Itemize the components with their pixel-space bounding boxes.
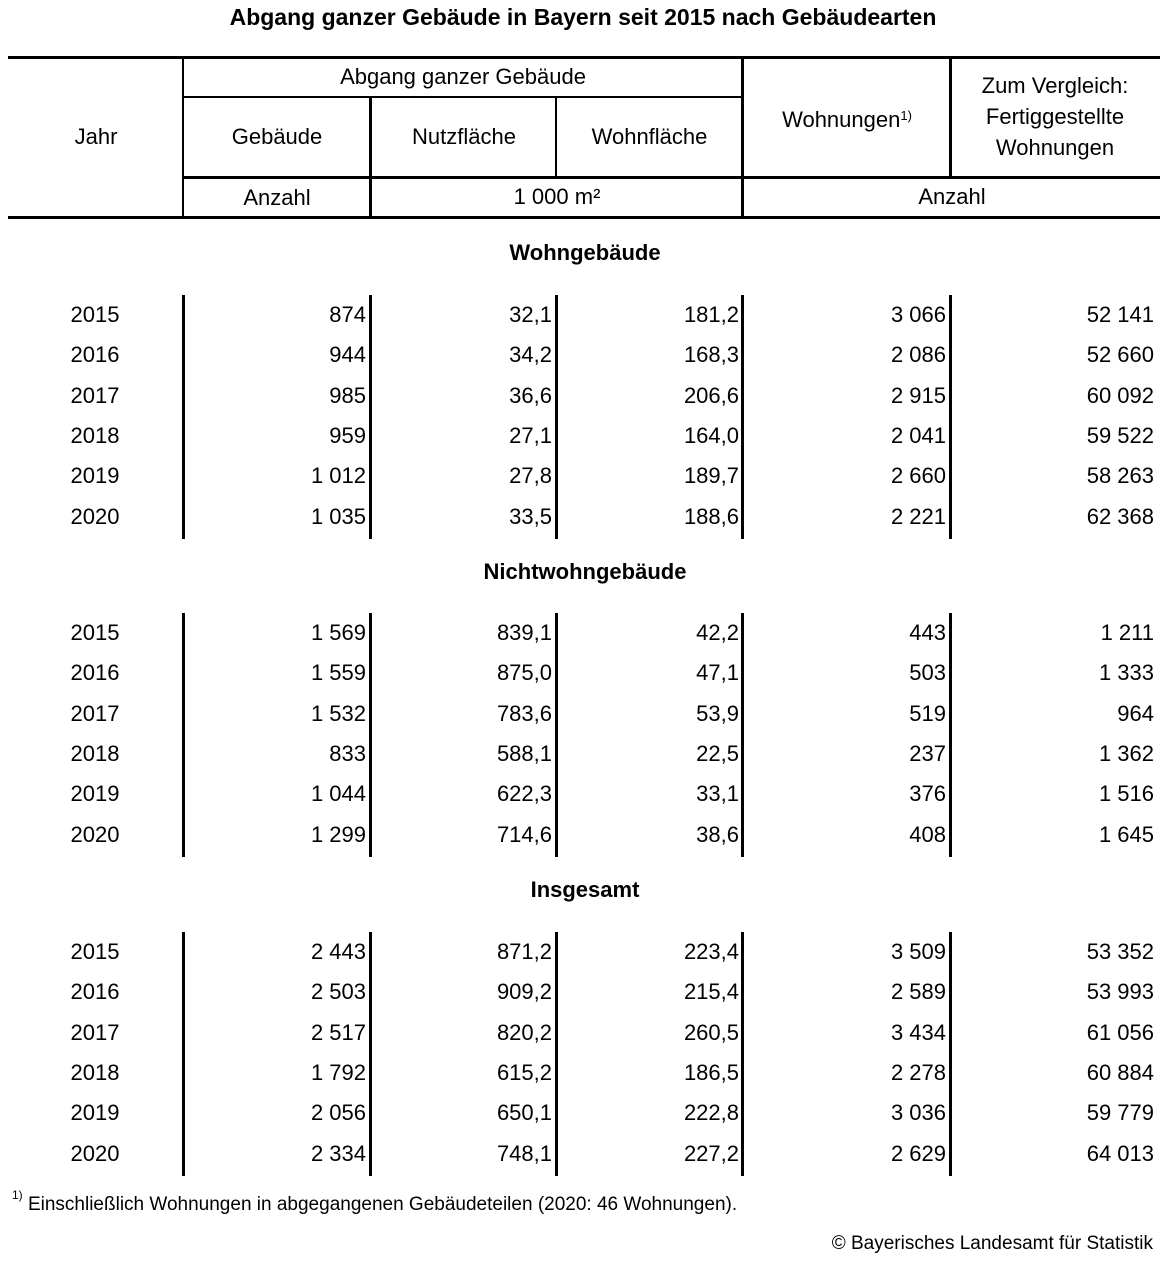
cell-wohnflaeche: 181,2 (683, 302, 739, 327)
cell-fertiggestellt: 60 884 (1086, 1060, 1154, 1085)
header-nutzflaeche: Nutzfläche (412, 124, 516, 149)
cell-year: 2020 (70, 822, 120, 847)
cell-fertiggestellt: 52 660 (1086, 342, 1154, 367)
cell-gebaeude: 1 299 (310, 822, 366, 847)
cell-wohnungen: 2 629 (890, 1141, 946, 1166)
cell-wohnungen: 2 278 (890, 1060, 946, 1085)
copyright-notice: © Bayerisches Landesamt für Statistik (831, 1233, 1153, 1254)
cell-wohnungen: 2 589 (890, 979, 946, 1004)
footnote-mark: 1) (12, 1188, 23, 1202)
table-row (0, 376, 1174, 416)
footnote (12, 1188, 738, 1216)
unit-anzahl: Anzahl (243, 185, 311, 210)
header-top-rule (8, 56, 1160, 59)
section-title: Nichtwohngebäude (483, 559, 687, 584)
cell-wohnflaeche: 38,6 (696, 822, 739, 847)
cell-nutzflaeche: 32,1 (509, 302, 552, 327)
section-title: Insgesamt (530, 877, 640, 902)
cell-wohnflaeche: 227,2 (683, 1141, 739, 1166)
table-row (0, 613, 1174, 653)
cell-nutzflaeche: 714,6 (496, 822, 552, 847)
header-wohnungen-label: Wohnungen (782, 107, 901, 132)
cell-nutzflaeche: 588,1 (496, 741, 552, 766)
cell-wohnflaeche: 42,2 (696, 620, 739, 645)
cell-wohnflaeche: 186,5 (683, 1060, 739, 1085)
cell-fertiggestellt: 1 211 (1100, 620, 1154, 645)
cell-year: 2016 (70, 342, 120, 367)
unit-area: 1 000 m² (513, 184, 601, 209)
cell-nutzflaeche: 875,0 (496, 660, 552, 685)
table-row (0, 774, 1174, 814)
cell-nutzflaeche: 839,1 (496, 620, 552, 645)
cell-gebaeude: 2 334 (310, 1141, 366, 1166)
cell-wohnflaeche: 206,6 (683, 383, 739, 408)
cell-gebaeude: 1 044 (310, 781, 366, 806)
table-row (0, 734, 1174, 774)
cell-wohnungen: 2 086 (890, 342, 946, 367)
cell-gebaeude: 2 056 (310, 1100, 366, 1125)
cell-gebaeude: 874 (329, 302, 366, 327)
table-row (0, 653, 1174, 693)
cell-wohnflaeche: 53,9 (696, 701, 739, 726)
table-row (0, 1093, 1174, 1133)
cell-nutzflaeche: 27,8 (509, 463, 552, 488)
cell-gebaeude: 959 (329, 423, 366, 448)
header-wohnungen (744, 104, 950, 135)
cell-nutzflaeche: 33,5 (509, 504, 552, 529)
cell-gebaeude: 1 559 (310, 660, 366, 685)
cell-year: 2015 (70, 620, 120, 645)
cell-fertiggestellt: 59 779 (1086, 1100, 1154, 1125)
cell-fertiggestellt: 64 013 (1086, 1141, 1154, 1166)
table-row (0, 932, 1174, 972)
table-row (0, 694, 1174, 734)
table-row (0, 1134, 1174, 1174)
table-row (0, 456, 1174, 496)
cell-nutzflaeche: 909,2 (496, 979, 552, 1004)
cell-year: 2018 (70, 423, 120, 448)
cell-gebaeude: 1 532 (310, 701, 366, 726)
cell-year: 2016 (70, 660, 120, 685)
cell-year: 2020 (70, 1141, 120, 1166)
cell-wohnflaeche: 33,1 (696, 781, 739, 806)
cell-year: 2015 (70, 302, 120, 327)
cell-year: 2017 (70, 383, 120, 408)
table-row (0, 295, 1174, 335)
cell-fertiggestellt: 58 263 (1086, 463, 1154, 488)
header-vergleich-line: Zum Vergleich: (981, 73, 1129, 98)
header-group-rule (183, 96, 742, 98)
cell-wohnungen: 237 (909, 741, 946, 766)
footnote-mark: 1) (900, 108, 912, 123)
cell-wohnungen: 3 434 (890, 1020, 946, 1045)
cell-nutzflaeche: 622,3 (496, 781, 552, 806)
cell-nutzflaeche: 748,1 (496, 1141, 552, 1166)
cell-wohnungen: 2 660 (890, 463, 946, 488)
cell-gebaeude: 1 012 (310, 463, 366, 488)
cell-nutzflaeche: 27,1 (509, 423, 552, 448)
cell-gebaeude: 944 (329, 342, 366, 367)
cell-year: 2018 (70, 741, 120, 766)
cell-year: 2017 (70, 701, 120, 726)
cell-year: 2019 (70, 1100, 120, 1125)
header-abgang-group: Abgang ganzer Gebäude (340, 64, 586, 89)
cell-gebaeude: 1 035 (310, 504, 366, 529)
footnote-text: Einschließlich Wohnungen in abgegangenen Gebäudeteilen (2020: 46 Wohnungen). (27, 1194, 738, 1215)
cell-wohnungen: 3 509 (890, 939, 946, 964)
cell-gebaeude: 1 792 (310, 1060, 366, 1085)
cell-fertiggestellt: 1 645 (1098, 822, 1154, 847)
table-row (0, 416, 1174, 456)
header-vergleich (952, 70, 1158, 163)
cell-wohnflaeche: 22,5 (696, 741, 739, 766)
cell-gebaeude: 2 443 (310, 939, 366, 964)
cell-year: 2017 (70, 1020, 120, 1045)
cell-year: 2018 (70, 1060, 120, 1085)
cell-wohnflaeche: 222,8 (683, 1100, 739, 1125)
cell-nutzflaeche: 615,2 (496, 1060, 552, 1085)
cell-gebaeude: 833 (329, 741, 366, 766)
cell-nutzflaeche: 871,2 (496, 939, 552, 964)
cell-wohnflaeche: 260,5 (683, 1020, 739, 1045)
cell-wohnungen: 2 041 (890, 423, 946, 448)
cell-gebaeude: 1 569 (310, 620, 366, 645)
header-unit-rule (183, 176, 1160, 179)
header-vergleich-line: Fertiggestellte (985, 104, 1125, 129)
cell-gebaeude: 2 517 (310, 1020, 366, 1045)
cell-wohnungen: 376 (909, 781, 946, 806)
cell-nutzflaeche: 36,6 (509, 383, 552, 408)
cell-wohnflaeche: 168,3 (683, 342, 739, 367)
cell-wohnflaeche: 188,6 (683, 504, 739, 529)
table-row (0, 815, 1174, 855)
cell-wohnflaeche: 47,1 (696, 660, 739, 685)
cell-year: 2016 (70, 979, 120, 1004)
cell-wohnungen: 408 (909, 822, 946, 847)
cell-fertiggestellt: 1 362 (1098, 741, 1154, 766)
header-bottom-rule (8, 216, 1160, 219)
cell-wohnflaeche: 189,7 (683, 463, 739, 488)
cell-wohnungen: 2 221 (890, 504, 946, 529)
table-row (0, 497, 1174, 537)
cell-wohnungen: 503 (909, 660, 946, 685)
cell-nutzflaeche: 650,1 (496, 1100, 552, 1125)
header-wohnflaeche: Wohnfläche (591, 124, 708, 149)
cell-fertiggestellt: 53 993 (1086, 979, 1154, 1004)
section-title: Wohngebäude (509, 240, 661, 265)
table-title: Abgang ganzer Gebäude in Bayern seit 2015 nach Gebäudearten (229, 4, 937, 30)
cell-year: 2019 (70, 463, 120, 488)
cell-wohnungen: 3 036 (890, 1100, 946, 1125)
table-row (0, 335, 1174, 375)
cell-fertiggestellt: 52 141 (1086, 302, 1154, 327)
cell-fertiggestellt: 1 333 (1098, 660, 1154, 685)
cell-year: 2020 (70, 504, 120, 529)
cell-wohnungen: 3 066 (890, 302, 946, 327)
cell-fertiggestellt: 964 (1117, 701, 1154, 726)
header-vergleich-line: Wohnungen (995, 135, 1115, 160)
header-jahr: Jahr (74, 124, 118, 149)
cell-year: 2019 (70, 781, 120, 806)
table-row (0, 972, 1174, 1012)
table-row (0, 1053, 1174, 1093)
cell-fertiggestellt: 62 368 (1086, 504, 1154, 529)
cell-nutzflaeche: 783,6 (496, 701, 552, 726)
cell-wohnflaeche: 164,0 (683, 423, 739, 448)
header-gebaeude: Gebäude (231, 124, 323, 149)
cell-nutzflaeche: 820,2 (496, 1020, 552, 1045)
cell-fertiggestellt: 1 516 (1098, 781, 1154, 806)
cell-wohnflaeche: 215,4 (683, 979, 739, 1004)
cell-wohnflaeche: 223,4 (683, 939, 739, 964)
cell-nutzflaeche: 34,2 (509, 342, 552, 367)
cell-wohnungen: 2 915 (890, 383, 946, 408)
cell-fertiggestellt: 53 352 (1086, 939, 1154, 964)
cell-gebaeude: 985 (329, 383, 366, 408)
table-row (0, 1013, 1174, 1053)
cell-fertiggestellt: 60 092 (1086, 383, 1154, 408)
unit-anzahl: Anzahl (918, 184, 986, 209)
cell-gebaeude: 2 503 (310, 979, 366, 1004)
cell-fertiggestellt: 61 056 (1086, 1020, 1154, 1045)
cell-fertiggestellt: 59 522 (1086, 423, 1154, 448)
cell-wohnungen: 519 (909, 701, 946, 726)
cell-year: 2015 (70, 939, 120, 964)
cell-wohnungen: 443 (909, 620, 946, 645)
